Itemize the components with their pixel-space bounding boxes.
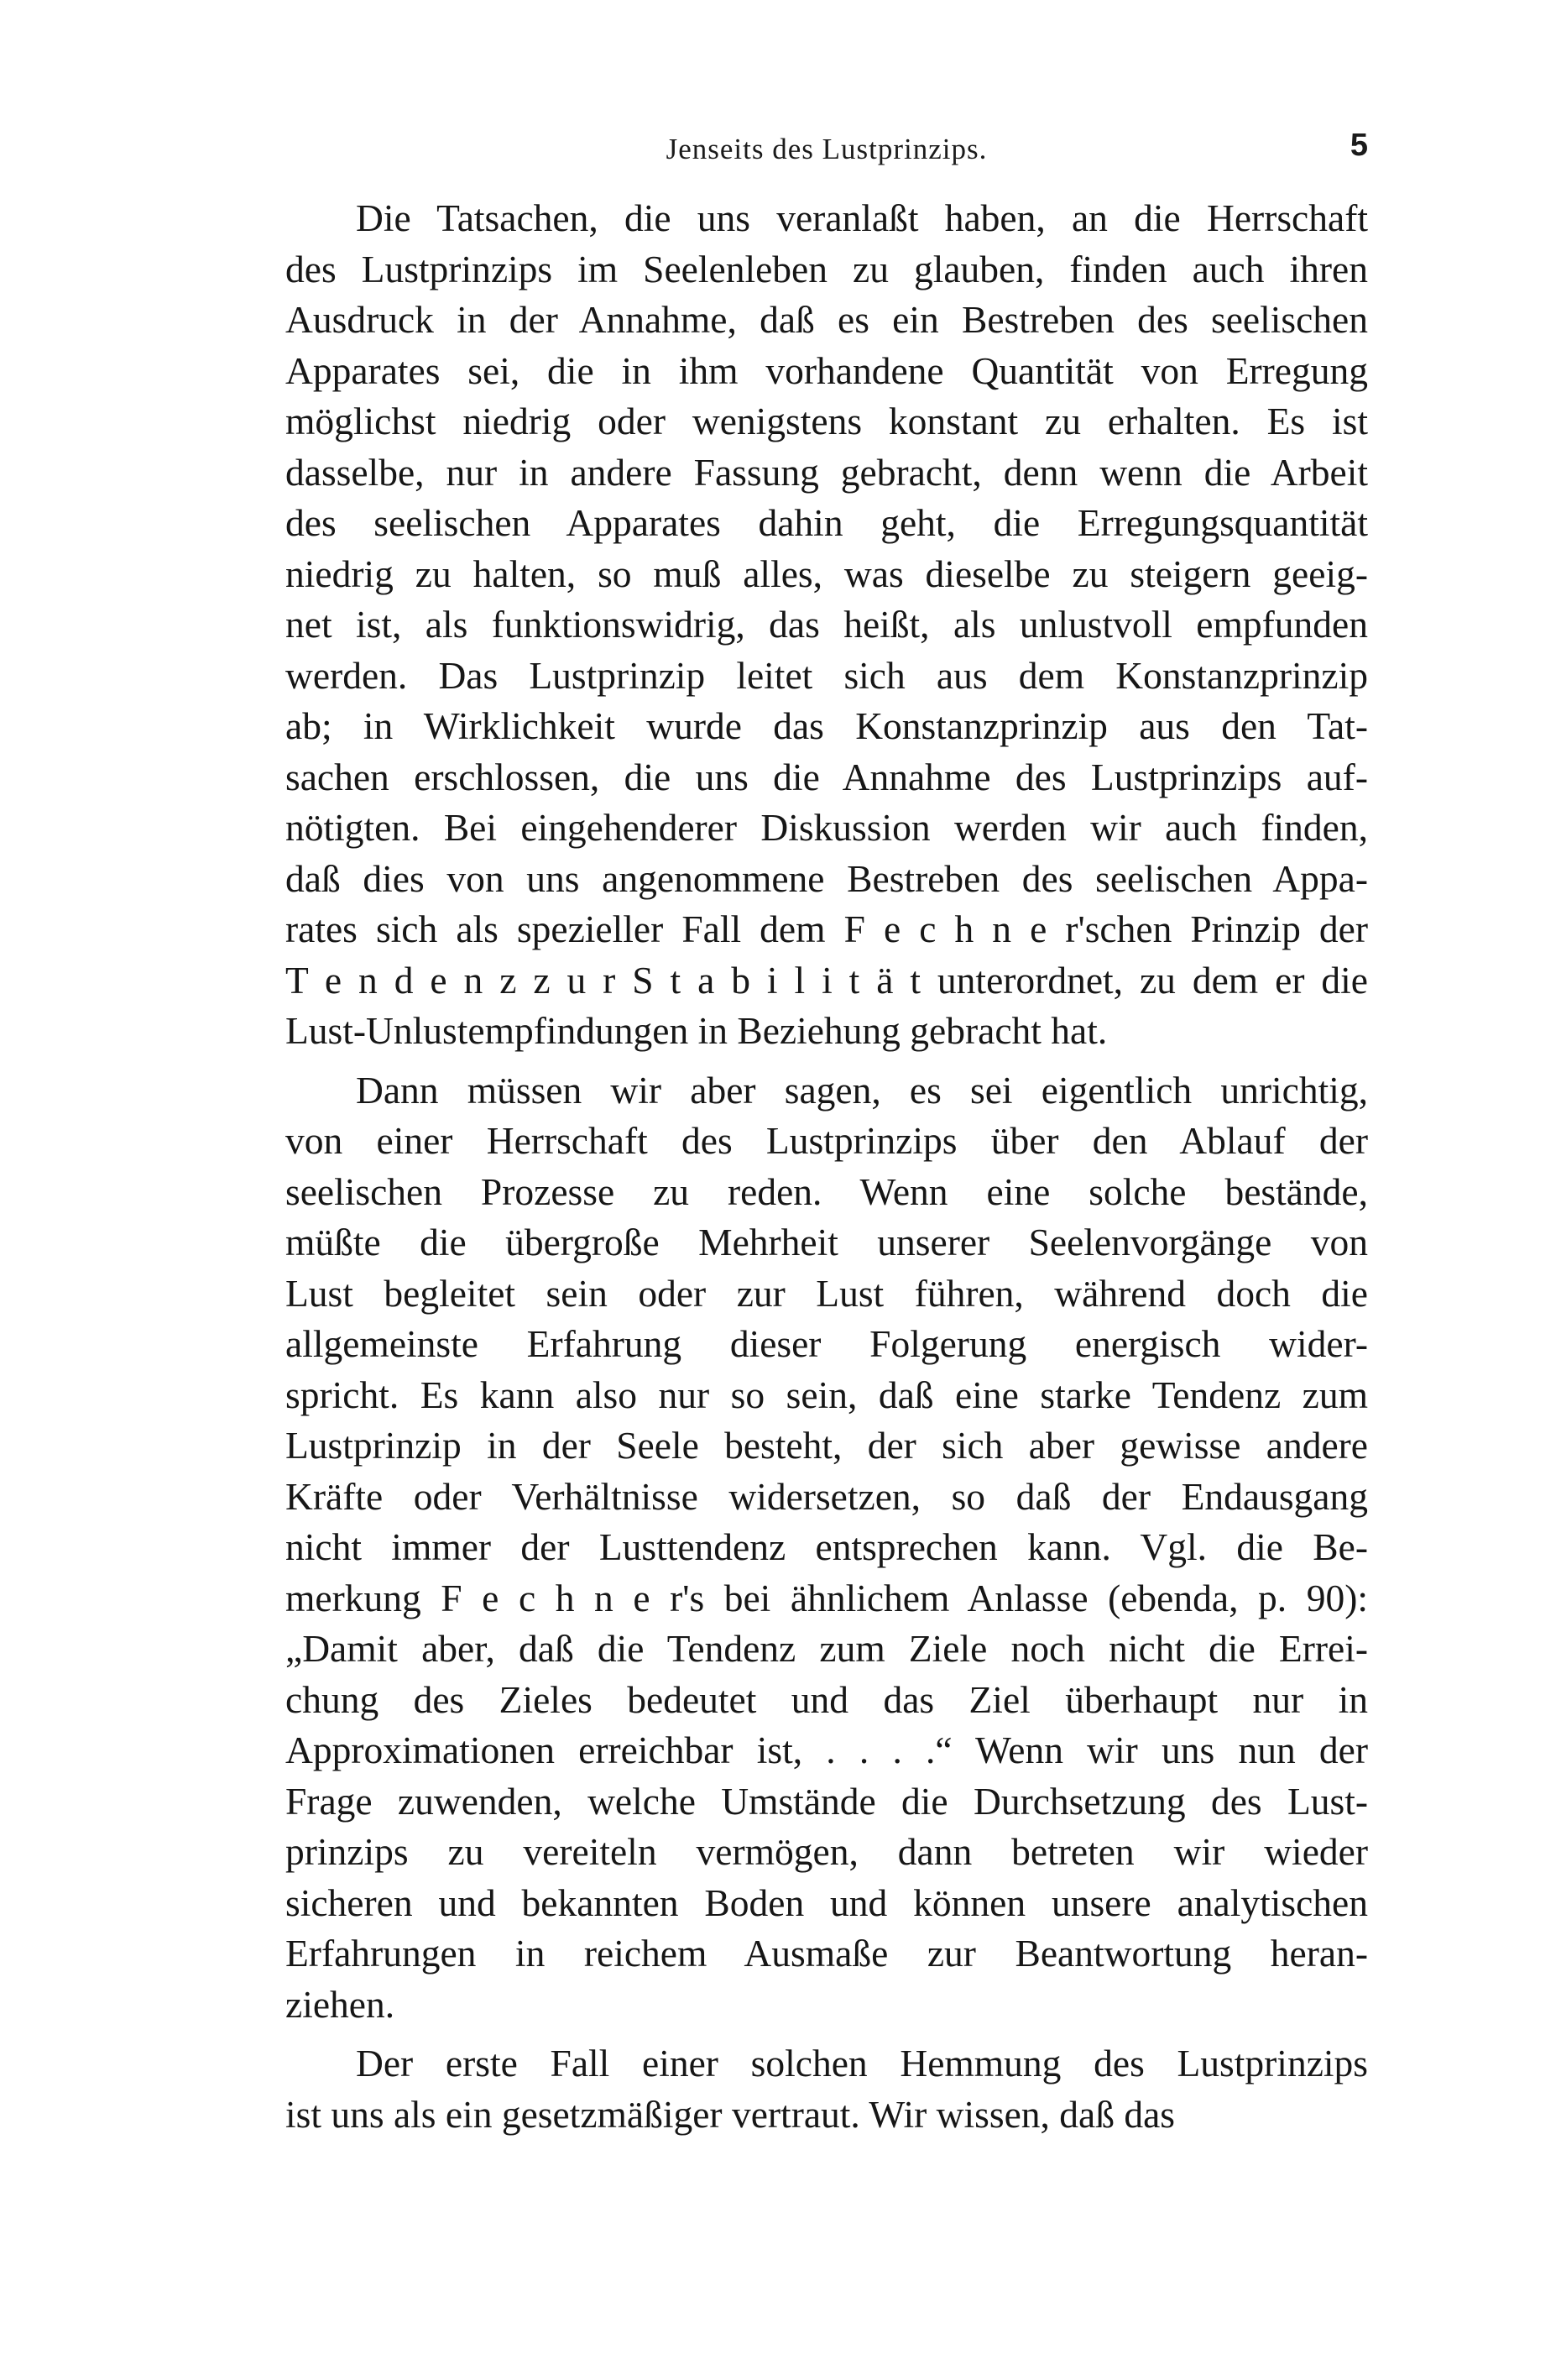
text-line: rates sich als spezieller Fall dem F e c h n e r'schen Prinzip der [285, 908, 1368, 950]
text-line: des seelischen Apparates dahin geht, die Erregungsquantität [285, 501, 1368, 544]
text-line: müßte die übergroße Mehrheit unserer Seelenvorgänge von [285, 1221, 1368, 1263]
text-line: Erfahrungen in reichem Ausmaße zur Beantwortung heran- [285, 1932, 1368, 1975]
text-line: Der erste Fall einer solchen Hemmung des Lustprinzips [356, 2042, 1368, 2084]
paragraph [285, 193, 1368, 1057]
text-line: ab; in Wirklichkeit wurde das Konstanzprinzip aus den Tat- [285, 704, 1368, 747]
text-line: des Lustprinzips im Seelenleben zu glauben, finden auch ihren [285, 247, 1368, 290]
text-line: merkung F e c h n e r's bei ähnlichem Anlasse (ebenda, p. 90): [285, 1576, 1368, 1619]
text-line: T e n d e n z z u r S t a b i l i t ä t unterordnet, zu dem er die [285, 958, 1368, 1002]
text-line: werden. Das Lustprinzip leitet sich aus dem Konstanzprinzip [285, 653, 1368, 697]
text-line: nötigten. Bei eingehenderer Diskussion werden wir auch finden, [285, 806, 1368, 849]
text-line: spricht. Es kann also nur so sein, daß eine starke Tendenz zum [285, 1373, 1368, 1416]
text-line: ziehen. [285, 1982, 395, 2026]
text-line: Apparates sei, die in ihm vorhandene Quantität von Erregung [285, 348, 1368, 392]
body-text [285, 193, 1368, 2140]
text-line: Die Tatsachen, die uns veranlaßt haben, an die Herrschaft [356, 196, 1368, 239]
running-title: Jenseits des Lustprinzips. [666, 133, 988, 165]
page-number: 5 [1350, 128, 1368, 163]
paragraph-gap [285, 2030, 1368, 2038]
text-line: Lustprinzip in der Seele besteht, der sich aber gewisse andere [285, 1424, 1368, 1467]
text-line: chung des Zieles bedeutet und das Ziel überhaupt nur in [285, 1677, 1368, 1721]
text-line: Dann müssen wir aber sagen, es sei eigentlich unrichtig, [356, 1068, 1368, 1112]
paragraph [285, 1065, 1368, 2031]
text-line: sachen erschlossen, die uns die Annahme des Lustprinzips auf- [285, 755, 1368, 798]
text-line: dasselbe, nur in andere Fassung gebracht, denn wenn die Arbeit [285, 450, 1368, 494]
text-line: Kräfte oder Verhältnisse widersetzen, so daß der Endausgang [285, 1474, 1368, 1518]
text-line: net ist, als funktionswidrig, das heißt, als unlustvoll empfunden [285, 603, 1368, 646]
text-line: daß dies von uns angenommene Bestreben des seelischen Appa- [285, 856, 1368, 900]
text-line: seelischen Prozesse zu reden. Wenn eine solche bestände, [285, 1169, 1368, 1213]
text-line: Ausdruck in der Annahme, daß es ein Bestreben des seelischen [285, 298, 1368, 341]
running-head [285, 128, 1368, 175]
text-line: allgemeinste Erfahrung dieser Folgerung energisch wider- [285, 1322, 1368, 1365]
text-line: sicheren und bekannten Boden und können unsere analytischen [285, 1880, 1368, 1924]
text-line: Lust begleitet sein oder zur Lust führen, während doch die [285, 1271, 1368, 1315]
text-line: nicht immer der Lusttendenz entsprechen kann. Vgl. die Be- [285, 1525, 1368, 1568]
text-line: niedrig zu halten, so muß alles, was dieselbe zu steigern geeig- [285, 552, 1368, 595]
paragraphs [285, 193, 1368, 2140]
text-line: prinzips zu vereiteln vermögen, dann betreten wir wieder [285, 1830, 1368, 1873]
text-line: von einer Herrschaft des Lustprinzips über den Ablauf der [285, 1119, 1368, 1162]
paragraph [285, 2038, 1368, 2140]
text-line: Approximationen erreichbar ist, . . . .“ Wenn wir uns nun der [285, 1729, 1368, 1771]
text-line: Lust-Unlustempfindungen in Beziehung gebracht hat. [285, 1009, 1108, 1052]
text-line: „Damit aber, daß die Tendenz zum Ziele noch nicht die Errei- [285, 1627, 1368, 1670]
text-line: möglichst niedrig oder wenigstens konstant zu erhalten. Es ist [285, 400, 1368, 442]
text-line: ist uns als ein gesetzmäßiger vertraut. Wir wissen, daß das [285, 2092, 1175, 2136]
text-line: Frage zuwenden, welche Umstände die Durchsetzung des Lust- [285, 1779, 1368, 1823]
paragraph-gap [285, 1057, 1368, 1065]
